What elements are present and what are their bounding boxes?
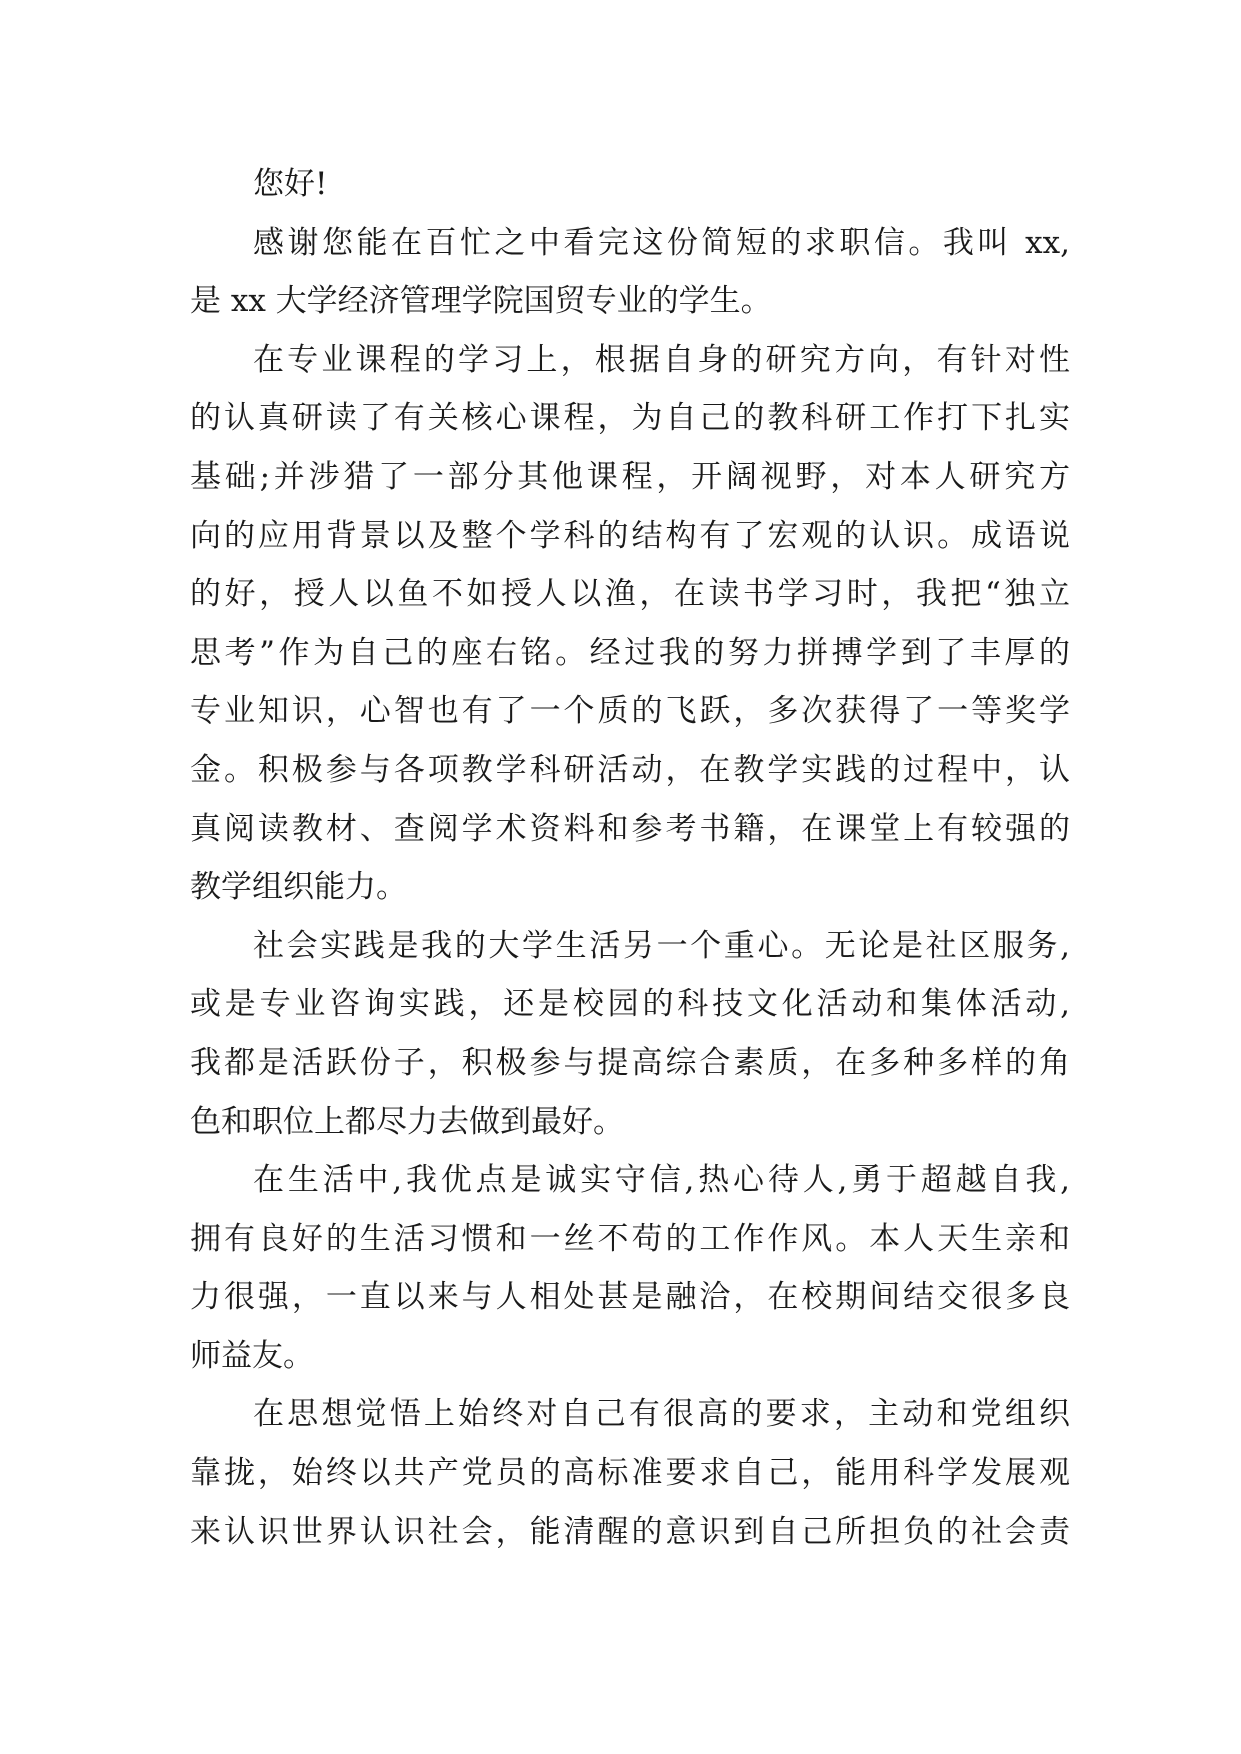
text-line: 来认识世界认识社会，能清醒的意识到自己所担负的社会责 bbox=[190, 1513, 1070, 1550]
text-line: 您好! bbox=[253, 166, 328, 202]
text-line: 在专业课程的学习上，根据自身的研究方向，有针对性 bbox=[253, 341, 1070, 378]
text-line: 或是专业咨询实践，还是校园的科技文化活动和集体活动, bbox=[190, 986, 1070, 1023]
text-line: 拥有良好的生活习惯和一丝不苟的工作作风。本人天生亲和 bbox=[190, 1220, 1070, 1257]
text-line: 是 xx 大学经济管理学院国贸专业的学生。 bbox=[190, 283, 772, 320]
text-line: 在思想觉悟上始终对自己有很高的要求，主动和党组织 bbox=[253, 1396, 1070, 1433]
text-line: 基础;并涉猎了一部分其他课程，开阔视野，对本人研究方 bbox=[190, 458, 1070, 495]
text-line: 专业知识，心智也有了一个质的飞跃，多次获得了一等奖学 bbox=[190, 693, 1070, 730]
letter-body bbox=[190, 155, 1070, 1561]
text-line: 社会实践是我的大学生活另一个重心。无论是社区服务, bbox=[253, 927, 1070, 964]
text-line: 色和职位上都尽力去做到最好。 bbox=[190, 1103, 624, 1140]
text-line: 的认真研读了有关核心课程，为自己的教科研工作打下扎实 bbox=[190, 400, 1070, 437]
text-line: 教学组织能力。 bbox=[190, 869, 407, 906]
text-line: 思考”作为自己的座右铭。经过我的努力拼搏学到了丰厚的 bbox=[190, 634, 1070, 671]
text-line: 向的应用背景以及整个学科的结构有了宏观的认识。成语说 bbox=[190, 517, 1070, 554]
text-line: 感谢您能在百忙之中看完这份简短的求职信。我叫 xx, bbox=[253, 224, 1070, 261]
text-line: 的好，授人以鱼不如授人以渔，在读书学习时，我把“独立 bbox=[190, 576, 1070, 613]
text-line: 力很强，一直以来与人相处甚是融洽，在校期间结交很多良 bbox=[190, 1279, 1070, 1316]
text-line: 靠拢，始终以共产党员的高标准要求自己，能用科学发展观 bbox=[190, 1455, 1070, 1492]
text-line: 我都是活跃份子，积极参与提高综合素质，在多种多样的角 bbox=[190, 1044, 1070, 1081]
text-line: 真阅读教材、查阅学术资料和参考书籍，在课堂上有较强的 bbox=[190, 810, 1070, 847]
text-line: 在生活中,我优点是诚实守信,热心待人,勇于超越自我, bbox=[253, 1162, 1070, 1199]
text-line: 金。积极参与各项教学科研活动，在教学实践的过程中，认 bbox=[190, 751, 1070, 788]
text-line: 师益友。 bbox=[190, 1337, 314, 1374]
